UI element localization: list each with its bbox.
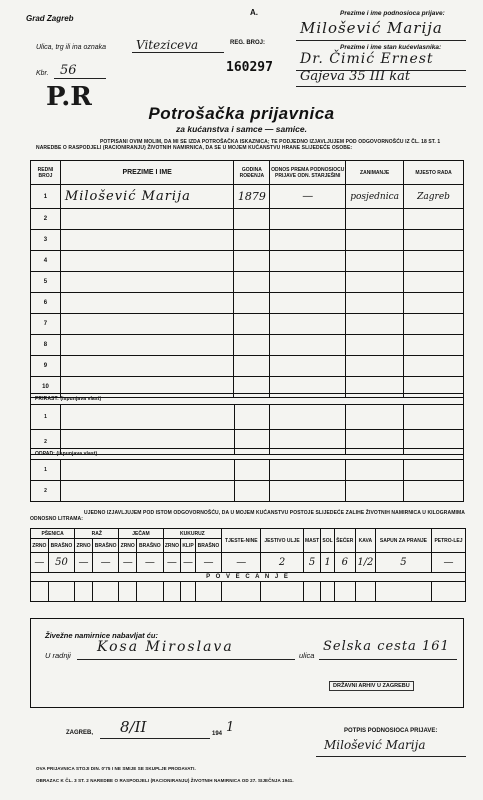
group-petroleum: PETRO-LEJ — [431, 529, 465, 553]
workplace-cell[interactable] — [404, 251, 464, 272]
relation-cell[interactable] — [270, 251, 346, 272]
house-number-value[interactable]: 56 — [60, 63, 77, 78]
name-cell[interactable] — [60, 230, 233, 251]
form-subtitle: za kućanstva i samce — samice. — [176, 124, 307, 134]
street-line — [132, 52, 224, 53]
increase-cell[interactable] — [48, 582, 74, 602]
supply-value-cell[interactable]: — — [75, 553, 93, 573]
subheader: BRAŠNO — [48, 539, 74, 553]
name-cell[interactable] — [60, 251, 233, 272]
table-cell[interactable] — [270, 481, 346, 502]
supply-value-cell[interactable]: 5 — [375, 553, 431, 573]
year-cell[interactable] — [234, 251, 270, 272]
archive-stamp: DRŽAVNI ARHIV U ZAGREBU — [329, 681, 414, 691]
table-cell[interactable] — [234, 405, 270, 430]
supply-value-cell[interactable]: — — [195, 553, 221, 573]
group-oil: JESTIVO ULJE — [261, 529, 303, 553]
supply-value-cell[interactable]: — — [163, 553, 181, 573]
increase-cell[interactable] — [222, 582, 261, 602]
odpad-table — [30, 459, 464, 502]
row-number: 1 — [31, 185, 61, 209]
footer-note-regulation: OBRAZAC K ČL. 3 ST. 2 NAREDBE O RASPODJELI (RACIONIRANJU) ŽIVOTNIH NAMIRNICA OD 27. SIJEČNJA 1941. — [36, 778, 294, 783]
workplace-cell[interactable] — [404, 293, 464, 314]
applicant-line — [296, 40, 466, 41]
supply-value-cell[interactable]: 6 — [334, 553, 355, 573]
supply-value-cell[interactable]: — — [92, 553, 118, 573]
povecanje-row — [31, 573, 466, 582]
row-number: 5 — [31, 272, 61, 293]
table-row — [31, 209, 464, 230]
footer-note-price: OVA PRIJAVNICA STOJI DIN. 0'75 I NE SMIJE SE SKUPLJE PRODAVATI. — [36, 766, 196, 771]
occupation-cell[interactable] — [346, 314, 404, 335]
year-cell[interactable] — [234, 314, 270, 335]
increase-cell[interactable] — [75, 582, 93, 602]
supplies-table — [30, 528, 466, 602]
increase-cell[interactable] — [31, 582, 49, 602]
year-cell[interactable] — [234, 335, 270, 356]
date-value[interactable]: 8/II — [120, 718, 147, 736]
city-label: Grad Zagreb — [26, 14, 74, 23]
landlord-label: Prezime i ime stan kućevlasnika: — [340, 44, 442, 51]
applicant-value[interactable]: Milošević Marija — [300, 19, 443, 37]
row-number: 4 — [31, 251, 61, 272]
workplace-cell[interactable] — [404, 335, 464, 356]
increase-cell[interactable] — [431, 582, 465, 602]
workplace-cell[interactable] — [404, 209, 464, 230]
increase-cell[interactable] — [163, 582, 181, 602]
subheader: KLIP — [181, 539, 195, 553]
table-cell[interactable] — [60, 460, 234, 481]
workplace-cell[interactable] — [404, 230, 464, 251]
landlord-address[interactable]: Gajeva 35 III kat — [300, 69, 411, 84]
row-number: 10 — [31, 377, 61, 398]
applicant-label: Prezime i ime podnosioca prijave: — [340, 10, 445, 17]
occupation-cell[interactable] — [346, 356, 404, 377]
street-value[interactable]: Viteziceva — [136, 38, 199, 52]
increase-cell[interactable] — [261, 582, 303, 602]
row-number: 6 — [31, 293, 61, 314]
occupation-cell[interactable] — [346, 209, 404, 230]
relation-cell[interactable] — [270, 230, 346, 251]
workplace-cell[interactable]: Zagreb — [404, 185, 464, 209]
supply-value-cell[interactable]: 5 — [303, 553, 321, 573]
group-wheat: PŠENICA — [31, 529, 75, 539]
year-cell[interactable] — [234, 209, 270, 230]
table-cell[interactable] — [60, 405, 234, 430]
row-number: 3 — [31, 230, 61, 251]
relation-cell[interactable]: — — [270, 185, 346, 209]
increase-cell[interactable] — [181, 582, 195, 602]
supplies-values-row — [31, 553, 466, 573]
row-number: 1 — [31, 460, 61, 481]
year-cell[interactable]: 1879 — [234, 185, 270, 209]
supply-value-cell[interactable]: — — [119, 553, 137, 573]
table-cell[interactable] — [346, 460, 404, 481]
prirast-label: PRIRAST: (ispunjava vlast) — [35, 396, 102, 402]
house-number-label: Kbr. — [36, 70, 49, 77]
col-header-occupation: ZANIMANJE — [346, 161, 404, 185]
table-row — [31, 356, 464, 377]
table-cell[interactable] — [346, 405, 404, 430]
supplies-intro: UJEDNO IZJAVLJUJEM POD ISTOM ODGOVORNOŠĆU, DA U MOJEM KUĆANSTVU POSTOJE SLIJEDEĆE ZALIHE ŽIVOTNIH NAMIRNICA U KILOGRAMIMA ODNOSNO LITRAMA: — [30, 510, 465, 522]
table-cell[interactable] — [346, 481, 404, 502]
name-cell[interactable] — [60, 293, 233, 314]
col-header-no: REDNI BROJ — [31, 161, 61, 185]
signature-label: POTPIS PODNOSIOCA PRIJAVE: — [344, 728, 438, 734]
subheader: BRAŠNO — [92, 539, 118, 553]
increase-cell[interactable] — [321, 582, 334, 602]
supplier-label: Živežne namirnice nabavljat ću: — [45, 631, 158, 640]
supplier-street-line — [319, 659, 457, 660]
table-row — [31, 460, 464, 481]
row-number: 8 — [31, 335, 61, 356]
row-number: 2 — [31, 430, 61, 455]
group-salt: SOL — [321, 529, 334, 553]
relation-cell[interactable] — [270, 272, 346, 293]
occupation-cell[interactable] — [346, 293, 404, 314]
signature-line — [316, 756, 466, 757]
street-label: Ulica, trg ili ina oznaka — [36, 44, 107, 51]
workplace-cell[interactable] — [404, 356, 464, 377]
footer-place: ZAGREB, — [66, 730, 93, 736]
landlord-address-line — [296, 86, 466, 87]
table-row — [31, 251, 464, 272]
date-line — [100, 738, 210, 739]
name-cell[interactable]: Milošević Marija — [60, 185, 233, 209]
name-cell[interactable] — [60, 335, 233, 356]
group-lard: MAST — [303, 529, 321, 553]
supplier-street-label: ulica — [299, 651, 315, 660]
odpad-section — [30, 448, 464, 502]
supply-value-cell[interactable]: 50 — [48, 553, 74, 573]
subheader: ZRNO — [75, 539, 93, 553]
table-row — [31, 335, 464, 356]
supplier-box — [30, 618, 464, 708]
group-coffee: KAVA — [355, 529, 375, 553]
name-cell[interactable] — [60, 314, 233, 335]
subheader: BRAŠNO — [137, 539, 163, 553]
name-cell[interactable] — [60, 356, 233, 377]
relation-cell[interactable] — [270, 209, 346, 230]
increase-cell[interactable] — [137, 582, 163, 602]
table-row — [31, 272, 464, 293]
occupation-cell[interactable] — [346, 272, 404, 293]
table-row — [31, 481, 464, 502]
increase-cell[interactable] — [355, 582, 375, 602]
occupation-cell[interactable]: posjednica — [346, 185, 404, 209]
relation-cell[interactable] — [270, 293, 346, 314]
table-row — [31, 293, 464, 314]
reg-number: 160297 — [226, 60, 273, 75]
group-pasta: TJESTE-NINE — [222, 529, 261, 553]
year-cell[interactable] — [234, 272, 270, 293]
shop-label: U radnji — [45, 651, 71, 660]
name-cell[interactable] — [60, 272, 233, 293]
group-soap: SAPUN ZA PRANJE — [375, 529, 431, 553]
supply-value-cell[interactable]: 1 — [321, 553, 334, 573]
shop-value[interactable]: Kosa Miroslava — [97, 639, 234, 655]
table-cell[interactable] — [404, 460, 464, 481]
stamp-initials: P.R — [46, 82, 92, 112]
name-cell[interactable] — [60, 209, 233, 230]
increase-cell[interactable] — [375, 582, 431, 602]
odpad-label: ODPAD: (ispunjava vlast) — [35, 451, 98, 457]
subheader: ZRNO — [119, 539, 137, 553]
workplace-cell[interactable] — [404, 314, 464, 335]
increase-cell[interactable] — [334, 582, 355, 602]
group-sugar: ŠEĆER — [334, 529, 355, 553]
prirast-section — [30, 393, 464, 455]
povecanje-label: P O V E Ć A N J E — [31, 573, 466, 582]
relation-cell[interactable] — [270, 335, 346, 356]
supplier-street-value[interactable]: Selska cesta 161 — [323, 639, 450, 654]
year-cell[interactable] — [234, 356, 270, 377]
members-header-row — [31, 161, 464, 185]
table-cell[interactable] — [60, 481, 234, 502]
group-barley: JEČAM — [119, 529, 163, 539]
col-header-workplace: MJESTO RADA — [404, 161, 464, 185]
form-title: Potrošačka prijavnica — [148, 104, 335, 123]
year-prefix: 194 — [212, 731, 223, 737]
relation-cell[interactable] — [270, 356, 346, 377]
table-cell[interactable] — [234, 460, 270, 481]
col-header-name: PREZIME I IME — [60, 161, 233, 185]
row-number: 7 — [31, 314, 61, 335]
supply-value-cell[interactable]: — — [222, 553, 261, 573]
subheader: ZRNO — [163, 539, 181, 553]
increase-row — [31, 582, 466, 602]
workplace-cell[interactable] — [404, 272, 464, 293]
occupation-cell[interactable] — [346, 335, 404, 356]
supply-value-cell[interactable]: — — [181, 553, 195, 573]
row-number: 1 — [31, 405, 61, 430]
supply-value-cell[interactable]: 2 — [261, 553, 303, 573]
house-number-line — [54, 78, 106, 79]
table-cell[interactable] — [270, 405, 346, 430]
col-header-year: GODINA ROĐENJA — [234, 161, 270, 185]
intro-text: POTPISANI OVIM MOLIM, DA MI SE IZDA POTROŠAČKA ISKAZNICA; TE PODJEDNO IZJAVLJUJEM POD ODGOVORNOŠĆU IZ ČL. 18 ST. 1 NAREDBE O RASPODJELI (RACIONIRANJU) ŽIVOTNIH NAMIRNICA, DA SE U MOJEM KUĆANSTVU HRANE SLIJEDEĆE OSOBE: — [36, 139, 441, 151]
subheader: BRAŠNO — [195, 539, 221, 553]
supply-value-cell[interactable]: — — [137, 553, 163, 573]
occupation-cell[interactable] — [346, 251, 404, 272]
relation-cell[interactable] — [270, 314, 346, 335]
supply-value-cell[interactable]: — — [431, 553, 465, 573]
subheader: ZRNO — [31, 539, 49, 553]
form-letter: A. — [250, 8, 258, 17]
occupation-cell[interactable] — [346, 230, 404, 251]
supplies-group-row — [31, 529, 466, 539]
signature-value[interactable]: Milošević Marija — [324, 738, 426, 752]
supply-value-cell[interactable]: 1/2 — [355, 553, 375, 573]
increase-cell[interactable] — [92, 582, 118, 602]
table-cell[interactable] — [404, 481, 464, 502]
table-row — [31, 405, 464, 430]
table-row — [31, 314, 464, 335]
increase-cell[interactable] — [119, 582, 137, 602]
table-row — [31, 185, 464, 209]
year-cell[interactable] — [234, 230, 270, 251]
year-cell[interactable] — [234, 293, 270, 314]
year-suffix[interactable]: 1 — [226, 720, 235, 735]
reg-number-label: REG. BROJ: — [230, 40, 266, 46]
table-cell[interactable] — [270, 460, 346, 481]
supply-value-cell[interactable]: — — [31, 553, 49, 573]
members-table — [30, 160, 464, 398]
row-number: 9 — [31, 356, 61, 377]
row-number: 2 — [31, 209, 61, 230]
table-cell[interactable] — [234, 481, 270, 502]
increase-cell[interactable] — [303, 582, 321, 602]
table-cell[interactable] — [404, 405, 464, 430]
table-row — [31, 230, 464, 251]
shop-line — [77, 659, 295, 660]
row-number: 2 — [31, 481, 61, 502]
increase-cell[interactable] — [195, 582, 221, 602]
col-header-relation: ODNOS PREMA PODNOSIOCU PRIJAVE ODN. STARJEŠINI — [270, 161, 346, 185]
landlord-value[interactable]: Dr. Čimić Ernest — [300, 51, 434, 67]
group-corn: KUKURUZ — [163, 529, 222, 539]
group-rye: RAŽ — [75, 529, 119, 539]
